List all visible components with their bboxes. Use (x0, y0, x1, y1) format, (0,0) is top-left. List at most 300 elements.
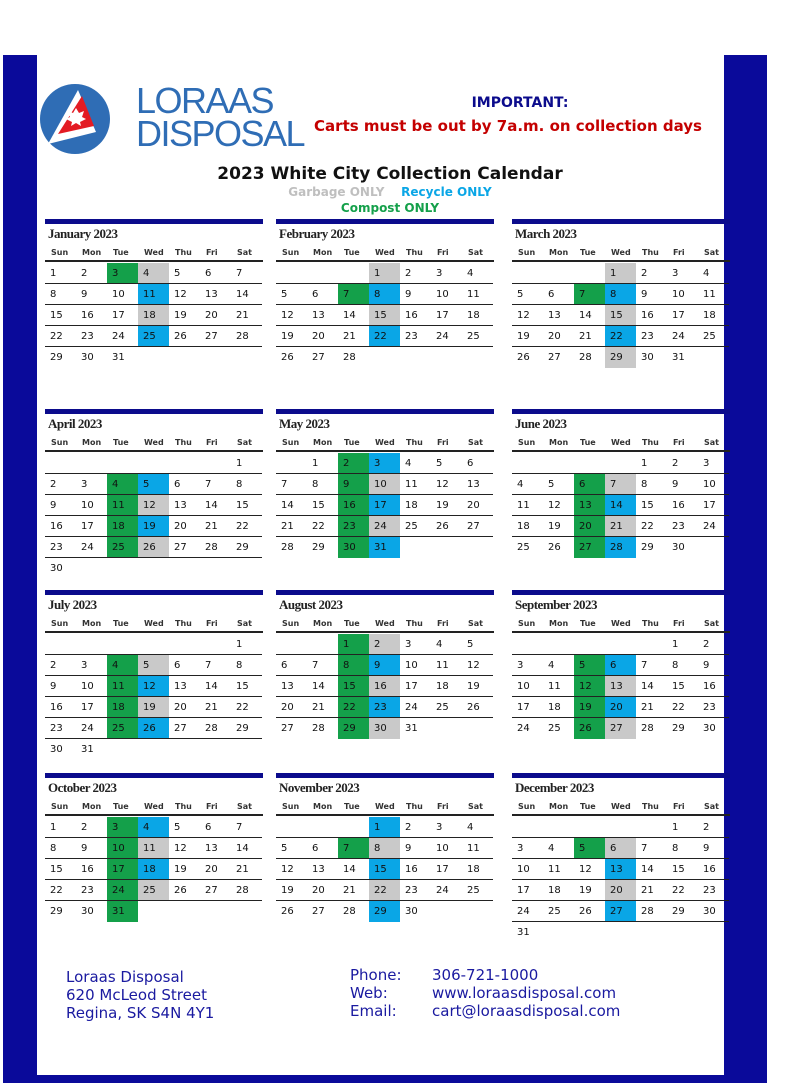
day-cell: 5 (462, 634, 493, 655)
day-cell: 28 (636, 901, 667, 922)
day-cell: 11 (698, 284, 729, 305)
empty-day-cell (45, 453, 76, 474)
day-cell: 19 (276, 326, 307, 347)
day-cell: 23 (698, 697, 729, 718)
phone-number: 306-721-1000 (432, 966, 539, 984)
day-cell: 7 (605, 474, 636, 495)
day-cell: 22 (45, 326, 76, 347)
month-name: December 2023 (515, 780, 594, 795)
weekday-label: Wed (144, 618, 164, 628)
day-cell: 19 (431, 495, 462, 516)
day-cell: 6 (605, 838, 636, 859)
day-cell: 22 (45, 880, 76, 901)
day-cell: 13 (307, 859, 338, 880)
email-link[interactable]: cart@loraasdisposal.com (432, 1002, 621, 1020)
empty-day-cell (307, 817, 338, 838)
day-cell: 6 (169, 655, 200, 676)
month-name: October 2023 (48, 780, 117, 795)
day-cell: 17 (512, 880, 543, 901)
month-name: August 2023 (279, 597, 343, 612)
empty-day-cell (107, 634, 138, 655)
day-cell: 22 (636, 516, 667, 537)
weekday-label: Thu (642, 437, 659, 447)
day-cell: 13 (543, 305, 574, 326)
day-cell: 9 (369, 655, 400, 676)
day-cell: 11 (462, 838, 493, 859)
day-cell: 17 (400, 676, 431, 697)
weekday-label: Fri (206, 437, 218, 447)
empty-day-cell (200, 634, 231, 655)
day-cell: 27 (574, 537, 605, 558)
weekday-label: Tue (344, 801, 360, 811)
day-cell: 27 (605, 718, 636, 739)
day-cell: 16 (45, 516, 76, 537)
day-cell: 8 (369, 838, 400, 859)
day-cell: 15 (307, 495, 338, 516)
day-cell: 12 (431, 474, 462, 495)
day-cell: 22 (667, 880, 698, 901)
day-cell: 29 (231, 718, 262, 739)
month-calendar (45, 219, 263, 368)
day-cell: 17 (76, 516, 107, 537)
weekday-header (512, 798, 730, 816)
day-cell: 8 (636, 474, 667, 495)
day-cell: 30 (369, 718, 400, 739)
day-cell: 23 (667, 516, 698, 537)
empty-day-cell (574, 263, 605, 284)
day-cell: 19 (462, 676, 493, 697)
day-cell: 2 (698, 634, 729, 655)
day-cell: 18 (138, 859, 169, 880)
day-cell: 21 (231, 859, 262, 880)
day-cell: 5 (276, 284, 307, 305)
empty-day-cell (338, 263, 369, 284)
empty-day-cell (512, 817, 543, 838)
day-cell: 5 (574, 655, 605, 676)
weekday-label: Sun (282, 437, 300, 447)
day-cell: 1 (231, 634, 262, 655)
day-cell: 17 (698, 495, 729, 516)
day-cell: 13 (462, 474, 493, 495)
day-cell: 26 (138, 718, 169, 739)
day-cell: 19 (512, 326, 543, 347)
phone-label: Phone: (350, 966, 402, 984)
day-cell: 26 (281, 906, 294, 917)
day-cell: 26 (281, 352, 294, 363)
day-cell: 23 (45, 537, 76, 558)
day-cell: 4 (512, 474, 543, 495)
day-cell: 28 (579, 352, 592, 363)
day-cell: 25 (107, 718, 138, 739)
weekday-label: Sat (704, 437, 719, 447)
weekday-label: Mon (82, 618, 102, 628)
legend-garbage: Garbage ONLY (288, 185, 385, 199)
day-cell: 7 (200, 655, 231, 676)
weekday-header (45, 244, 263, 262)
day-cell: 30 (338, 537, 369, 558)
day-cell: 10 (431, 838, 462, 859)
month-calendar (276, 409, 494, 558)
weekday-label: Sat (468, 247, 483, 257)
day-cell: 11 (138, 284, 169, 305)
weekday-label: Tue (113, 247, 129, 257)
day-cell: 8 (605, 284, 636, 305)
day-cell: 6 (574, 474, 605, 495)
empty-day-cell (169, 453, 200, 474)
day-cell: 25 (107, 537, 138, 558)
day-cell: 24 (431, 326, 462, 347)
month-name: January 2023 (48, 226, 118, 241)
day-cell: 23 (636, 326, 667, 347)
day-cell: 4 (543, 838, 574, 859)
day-cell: 2 (667, 453, 698, 474)
day-cell: 21 (636, 697, 667, 718)
month-calendar (512, 219, 730, 368)
day-cell: 31 (405, 723, 418, 734)
weekday-label: Sat (237, 618, 252, 628)
email-label: Email: (350, 1002, 397, 1020)
empty-day-cell (512, 263, 543, 284)
day-cell: 10 (400, 655, 431, 676)
day-cell: 3 (76, 655, 107, 676)
day-cell: 29 (312, 542, 325, 553)
day-cell: 10 (107, 284, 138, 305)
day-cell: 18 (462, 305, 493, 326)
day-cell: 9 (76, 284, 107, 305)
day-cell: 25 (431, 697, 462, 718)
day-cell: 18 (543, 880, 574, 901)
contact-values (432, 966, 620, 1020)
day-cell: 8 (667, 838, 698, 859)
month-name: April 2023 (48, 416, 102, 431)
day-cell: 9 (76, 838, 107, 859)
legend-row-1 (200, 185, 580, 199)
weekday-header (512, 434, 730, 452)
weekday-label: Sun (51, 247, 69, 257)
day-grid (512, 634, 730, 739)
day-cell: 6 (543, 284, 574, 305)
day-cell: 28 (343, 906, 356, 917)
month-name: May 2023 (279, 416, 330, 431)
day-cell: 22 (307, 516, 338, 537)
day-cell: 26 (574, 718, 605, 739)
weekday-label: Sun (518, 801, 536, 811)
day-cell: 2 (636, 263, 667, 284)
day-cell: 9 (338, 474, 369, 495)
day-cell: 28 (312, 723, 325, 734)
weekday-label: Sat (468, 618, 483, 628)
day-cell: 25 (543, 901, 574, 922)
day-cell: 12 (138, 495, 169, 516)
day-cell: 22 (369, 880, 400, 901)
weekday-label: Thu (406, 618, 423, 628)
month-calendar (45, 773, 263, 922)
day-cell: 2 (369, 634, 400, 655)
day-cell: 30 (672, 542, 685, 553)
day-cell: 9 (45, 676, 76, 697)
day-cell: 3 (400, 634, 431, 655)
day-grid (512, 817, 730, 943)
weekday-label: Fri (673, 801, 685, 811)
day-cell: 25 (517, 542, 530, 553)
day-cell: 19 (574, 880, 605, 901)
weekday-label: Sat (468, 437, 483, 447)
day-cell: 2 (400, 817, 431, 838)
weekday-label: Tue (580, 247, 596, 257)
day-cell: 30 (81, 906, 94, 917)
day-cell: 11 (512, 495, 543, 516)
day-grid (45, 453, 263, 579)
month-calendar (276, 590, 494, 739)
day-cell: 23 (698, 880, 729, 901)
day-cell: 30 (405, 906, 418, 917)
day-cell: 21 (574, 326, 605, 347)
day-cell: 15 (45, 305, 76, 326)
weekday-label: Tue (580, 618, 596, 628)
weekday-label: Tue (580, 437, 596, 447)
day-cell: 13 (169, 676, 200, 697)
day-cell: 6 (169, 474, 200, 495)
month-calendar (276, 219, 494, 368)
day-cell: 15 (45, 859, 76, 880)
month-name: September 2023 (515, 597, 597, 612)
day-cell: 7 (276, 474, 307, 495)
weekday-label: Sat (237, 247, 252, 257)
weekday-label: Mon (313, 618, 333, 628)
day-cell: 25 (462, 880, 493, 901)
empty-day-cell (574, 453, 605, 474)
day-cell: 2 (400, 263, 431, 284)
day-cell: 12 (138, 676, 169, 697)
day-cell: 24 (698, 516, 729, 537)
day-cell: 1 (667, 634, 698, 655)
day-cell: 23 (400, 880, 431, 901)
day-cell: 5 (138, 655, 169, 676)
day-cell: 15 (231, 495, 262, 516)
day-cell: 21 (338, 880, 369, 901)
day-cell: 10 (667, 284, 698, 305)
day-cell: 18 (431, 676, 462, 697)
empty-day-cell (512, 634, 543, 655)
day-cell: 25 (138, 326, 169, 347)
day-cell: 13 (169, 495, 200, 516)
weekday-label: Sun (51, 618, 69, 628)
day-cell: 27 (312, 906, 325, 917)
weekday-header (276, 798, 494, 816)
day-cell: 15 (338, 676, 369, 697)
day-cell: 16 (400, 859, 431, 880)
empty-day-cell (543, 634, 574, 655)
weekday-label: Mon (313, 247, 333, 257)
day-cell: 16 (698, 859, 729, 880)
empty-day-cell (605, 453, 636, 474)
day-cell: 12 (574, 676, 605, 697)
day-cell: 19 (574, 697, 605, 718)
empty-day-cell (636, 817, 667, 838)
empty-day-cell (605, 817, 636, 838)
important-heading: IMPORTANT: (471, 95, 569, 111)
day-cell: 23 (369, 697, 400, 718)
day-cell: 6 (307, 838, 338, 859)
day-cell: 26 (138, 537, 169, 558)
weekday-label: Tue (344, 437, 360, 447)
day-cell: 9 (667, 474, 698, 495)
website-link[interactable]: www.loraasdisposal.com (432, 984, 617, 1002)
day-cell: 14 (605, 495, 636, 516)
day-cell: 6 (307, 284, 338, 305)
day-cell: 3 (431, 817, 462, 838)
day-cell: 20 (574, 516, 605, 537)
weekday-label: Fri (206, 801, 218, 811)
empty-day-cell (107, 453, 138, 474)
day-cell: 14 (636, 859, 667, 880)
day-cell: 16 (667, 495, 698, 516)
day-cell: 2 (45, 655, 76, 676)
day-cell: 17 (431, 859, 462, 880)
weekday-label: Thu (175, 247, 192, 257)
weekday-label: Thu (175, 618, 192, 628)
day-cell: 19 (169, 305, 200, 326)
day-cell: 3 (667, 263, 698, 284)
day-cell: 7 (307, 655, 338, 676)
weekday-label: Wed (375, 801, 395, 811)
day-cell: 14 (200, 495, 231, 516)
day-cell: 30 (703, 723, 716, 734)
day-cell: 26 (462, 697, 493, 718)
day-cell: 2 (338, 453, 369, 474)
day-cell: 14 (200, 676, 231, 697)
weekday-label: Wed (144, 437, 164, 447)
weekday-label: Wed (611, 801, 631, 811)
day-cell: 12 (512, 305, 543, 326)
day-cell: 5 (543, 474, 574, 495)
day-cell: 4 (462, 263, 493, 284)
day-cell: 11 (138, 838, 169, 859)
weekday-header (276, 615, 494, 633)
day-cell: 23 (338, 516, 369, 537)
day-cell: 9 (400, 284, 431, 305)
day-cell: 11 (400, 474, 431, 495)
month-name: November 2023 (279, 780, 360, 795)
month-calendar (512, 773, 730, 943)
weekday-label: Sun (518, 618, 536, 628)
day-cell: 20 (605, 697, 636, 718)
day-cell: 9 (698, 655, 729, 676)
day-cell: 1 (45, 263, 76, 284)
weekday-label: Tue (344, 247, 360, 257)
day-cell: 31 (107, 901, 138, 922)
day-cell: 4 (107, 655, 138, 676)
weekday-label: Sun (518, 437, 536, 447)
day-cell: 7 (636, 838, 667, 859)
day-cell: 21 (200, 516, 231, 537)
day-cell: 17 (431, 305, 462, 326)
day-cell: 29 (231, 537, 262, 558)
empty-day-cell (543, 453, 574, 474)
weekday-label: Mon (82, 247, 102, 257)
day-cell: 14 (574, 305, 605, 326)
day-cell: 2 (45, 474, 76, 495)
day-cell: 28 (343, 352, 356, 363)
day-cell: 8 (307, 474, 338, 495)
day-cell: 12 (543, 495, 574, 516)
day-cell: 3 (512, 655, 543, 676)
day-cell: 21 (636, 880, 667, 901)
day-cell: 25 (462, 326, 493, 347)
day-cell: 6 (276, 655, 307, 676)
weekday-label: Tue (580, 801, 596, 811)
day-cell: 16 (76, 859, 107, 880)
day-cell: 28 (281, 542, 294, 553)
day-cell: 31 (517, 927, 530, 938)
day-cell: 8 (45, 838, 76, 859)
empty-day-cell (138, 453, 169, 474)
empty-day-cell (200, 453, 231, 474)
day-cell: 10 (369, 474, 400, 495)
day-cell: 5 (574, 838, 605, 859)
weekday-label: Sat (468, 801, 483, 811)
day-cell: 15 (369, 859, 400, 880)
weekday-label: Sun (282, 801, 300, 811)
weekday-header (45, 434, 263, 452)
day-cell: 8 (338, 655, 369, 676)
month-name: February 2023 (279, 226, 355, 241)
day-cell: 13 (605, 859, 636, 880)
day-cell: 15 (636, 495, 667, 516)
day-cell: 13 (605, 676, 636, 697)
address-city: Regina, SK S4N 4Y1 (66, 1004, 215, 1022)
day-cell: 16 (400, 305, 431, 326)
day-cell: 1 (338, 634, 369, 655)
day-cell: 12 (276, 305, 307, 326)
weekday-label: Sun (282, 247, 300, 257)
day-cell: 21 (276, 516, 307, 537)
day-cell: 14 (276, 495, 307, 516)
weekday-header (512, 244, 730, 262)
day-cell: 12 (169, 284, 200, 305)
day-cell: 9 (45, 495, 76, 516)
day-cell: 29 (667, 901, 698, 922)
weekday-label: Mon (549, 437, 569, 447)
day-cell: 22 (369, 326, 400, 347)
day-cell: 15 (605, 305, 636, 326)
day-cell: 4 (107, 474, 138, 495)
day-cell: 4 (138, 817, 169, 838)
day-cell: 20 (276, 697, 307, 718)
day-cell: 8 (231, 655, 262, 676)
weekday-label: Sat (237, 801, 252, 811)
empty-day-cell (636, 634, 667, 655)
day-cell: 6 (200, 263, 231, 284)
day-cell: 20 (169, 516, 200, 537)
day-cell: 21 (338, 326, 369, 347)
empty-day-cell (276, 817, 307, 838)
day-cell: 5 (138, 474, 169, 495)
weekday-label: Fri (437, 618, 449, 628)
day-cell: 31 (81, 744, 94, 755)
day-cell: 24 (76, 537, 107, 558)
day-cell: 30 (641, 352, 654, 363)
day-cell: 17 (667, 305, 698, 326)
weekday-label: Mon (313, 437, 333, 447)
day-cell: 24 (107, 880, 138, 901)
day-cell: 30 (698, 901, 729, 922)
day-cell: 29 (641, 542, 654, 553)
address-block (66, 968, 214, 1022)
day-cell: 17 (369, 495, 400, 516)
day-cell: 27 (281, 723, 294, 734)
day-cell: 14 (338, 305, 369, 326)
